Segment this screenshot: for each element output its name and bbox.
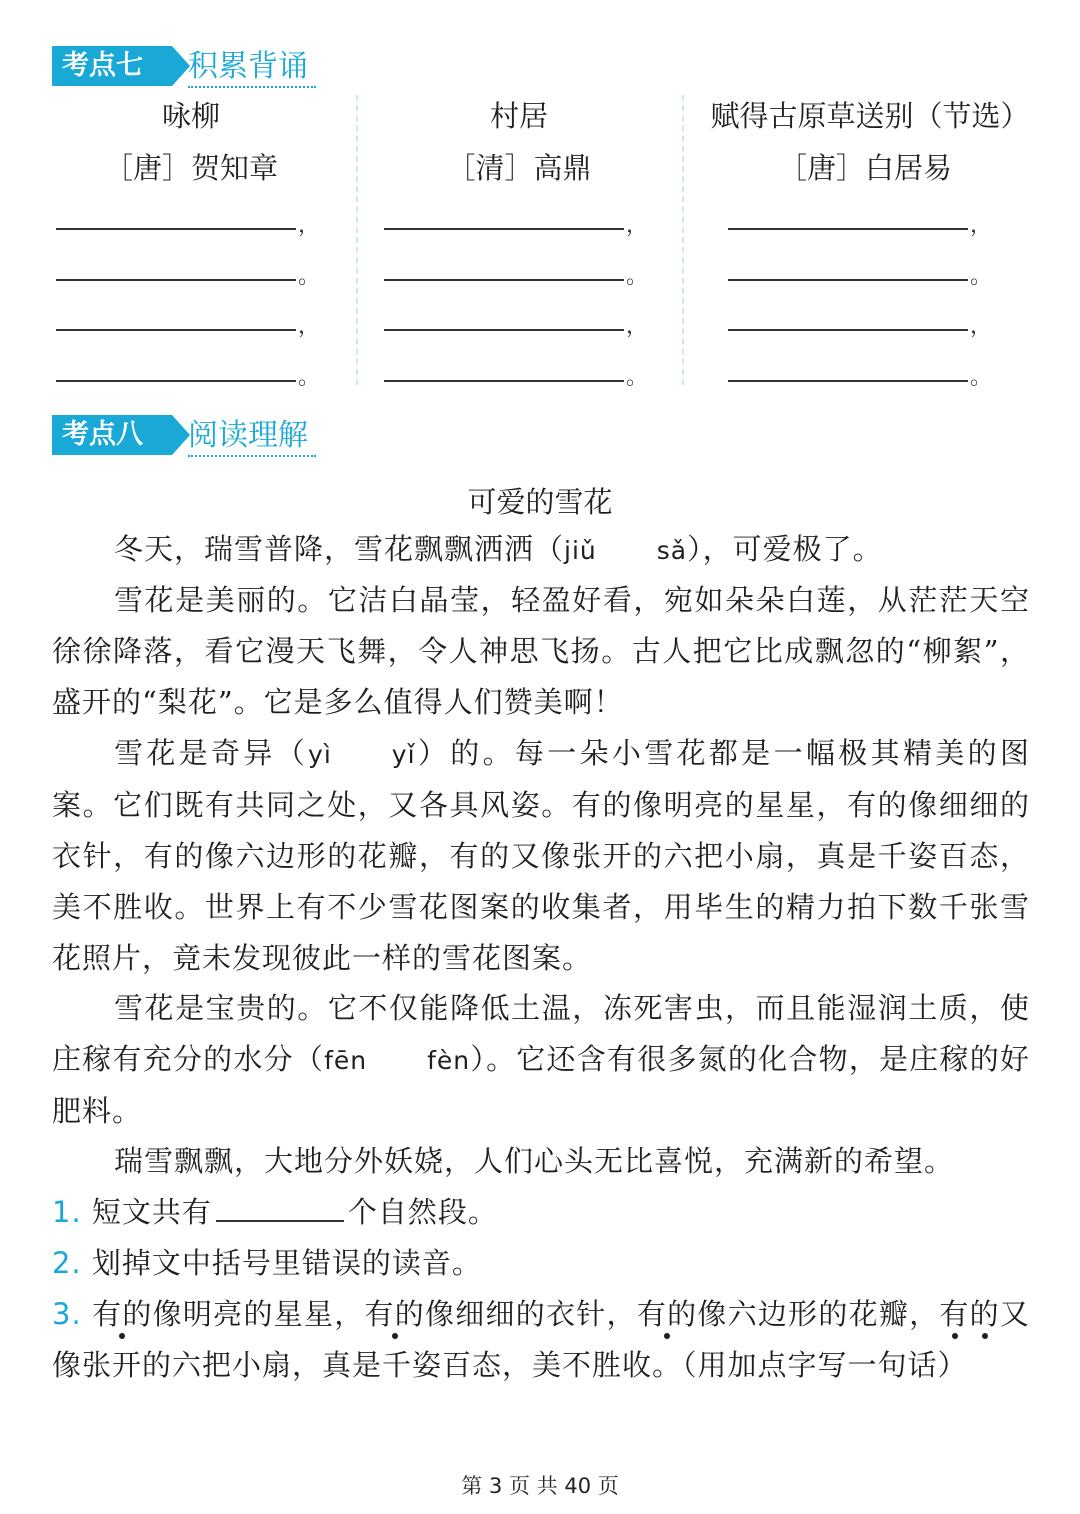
poem-title: 村居 [489, 99, 548, 133]
section8-title: 阅读理解 [188, 415, 316, 457]
dotted-word: 有的 [364, 1297, 425, 1331]
poem-title: 赋得古原草送别（节选） [710, 99, 1030, 133]
blank-punct: ， [970, 213, 993, 238]
pinyin-option[interactable]: yǐ [391, 740, 416, 769]
article-paragraph-1 [52, 524, 1030, 576]
answer-blank[interactable] [56, 329, 296, 331]
article-title: 可爱的雪花 [467, 485, 613, 519]
dotted-word: 的 [969, 1297, 1000, 1331]
question-text: 像明亮的星星， [152, 1297, 365, 1331]
dotted-word: 有的 [92, 1297, 153, 1331]
poem-author: ［唐］贺知章 [103, 151, 278, 185]
section7-title: 积累背诵 [188, 46, 316, 88]
question-number: 3. [52, 1297, 82, 1331]
answer-blank[interactable] [728, 380, 968, 382]
poem-author: ［清］高鼎 [446, 151, 592, 185]
blank-punct: 。 [298, 264, 321, 289]
blank-punct: 。 [298, 365, 321, 390]
article-paragraph-4 [52, 983, 1030, 1137]
pinyin-option[interactable]: yì [308, 740, 332, 769]
section7-label: 考点七 [52, 46, 172, 86]
paragraph-text: 雪花是宝贵的。它不仅能降低土温，冻死害虫，而且能湿润土质，使庄稼有充分的水分（ [52, 991, 1030, 1076]
answer-blank[interactable] [384, 228, 624, 230]
question-text: 个自然段。 [347, 1195, 498, 1229]
question-2 [52, 1238, 1030, 1289]
paragraph-text: ）。它还含有很多氮的化合物，是庄稼的好肥料。 [52, 1042, 1030, 1128]
poem-author: ［唐］白居易 [777, 151, 952, 185]
blank-punct: ， [626, 213, 649, 238]
paragraph-count-blank[interactable] [216, 1190, 344, 1222]
question-3 [52, 1289, 1030, 1391]
blank-punct: ， [970, 314, 993, 339]
answer-blank[interactable] [384, 279, 624, 281]
answer-blank[interactable] [56, 380, 296, 382]
paragraph-text: ）的。每一朵小雪花都是一幅极其精美的图案。它们既有共同之处，又各具风姿。有的像明亮的星星，有的像细细的衣针，有的像六边形的花瓣，有的又像张开的六把小扇，真是千姿百态，美不胜收。世界上有不少雪花图案的收集者，用毕生的精力拍下数千张雪花照片，竟未发现彼此一样的雪花图案。 [52, 736, 1030, 975]
question-number: 1. [52, 1195, 82, 1229]
column-divider [682, 95, 684, 385]
blank-punct: 。 [970, 365, 993, 390]
question-1 [52, 1187, 1030, 1238]
article-paragraph-5: 瑞雪飘飘，大地分外妖娆，人们心头无比喜悦，充满新的希望。 [114, 1144, 955, 1178]
answer-blank[interactable] [728, 279, 968, 281]
answer-blank[interactable] [728, 228, 968, 230]
paragraph-text: ），可爱极了。 [687, 532, 883, 566]
answer-blank[interactable] [384, 329, 624, 331]
blank-punct: 。 [626, 365, 649, 390]
question-text: 像六边形的花瓣， [697, 1297, 940, 1331]
question-text: 又像张开的六把小扇，真是千姿百态，美不胜收。（用加点字写一句话） [52, 1297, 1030, 1382]
dotted-word: 有 [939, 1297, 970, 1331]
question-text: 划掉文中括号里错误的读音。 [91, 1246, 482, 1280]
pinyin-option[interactable]: fēn [324, 1046, 368, 1075]
paragraph-text: 雪花是奇异（ [114, 736, 309, 770]
blank-punct: ， [298, 213, 321, 238]
pinyin-option[interactable]: fèn [427, 1046, 471, 1075]
poem-title: 咏柳 [161, 99, 220, 133]
answer-blank[interactable] [728, 329, 968, 331]
pinyin-option[interactable]: sǎ [656, 536, 688, 565]
blank-punct: 。 [970, 264, 993, 289]
page-footer: 第 3 页 共 40 页 [461, 1474, 619, 1498]
article-paragraph-3 [52, 728, 1030, 984]
column-divider [356, 95, 358, 385]
answer-blank[interactable] [56, 228, 296, 230]
dotted-word: 有的 [636, 1297, 698, 1331]
question-number: 2. [52, 1246, 82, 1280]
question-text: 像细细的衣针， [425, 1297, 637, 1331]
question-text: 短文共有 [91, 1195, 212, 1229]
answer-blank[interactable] [56, 279, 296, 281]
blank-punct: ， [626, 314, 649, 339]
answer-blank[interactable] [384, 380, 624, 382]
blank-punct: ， [298, 314, 321, 339]
section8-label: 考点八 [52, 415, 172, 455]
blank-punct: 。 [626, 264, 649, 289]
article-paragraph-2: 雪花是美丽的。它洁白晶莹，轻盈好看，宛如朵朵白莲，从茫茫天空徐徐降落，看它漫天飞舞，令人神思飞扬。古人把它比成飘忽的“柳絮”，盛开的“梨花”。它是多么值得人们赞美啊！ [52, 583, 1030, 719]
paragraph-text: 冬天，瑞雪普降，雪花飘飘洒洒（ [114, 532, 565, 566]
pinyin-option[interactable]: jiǔ [564, 536, 597, 565]
